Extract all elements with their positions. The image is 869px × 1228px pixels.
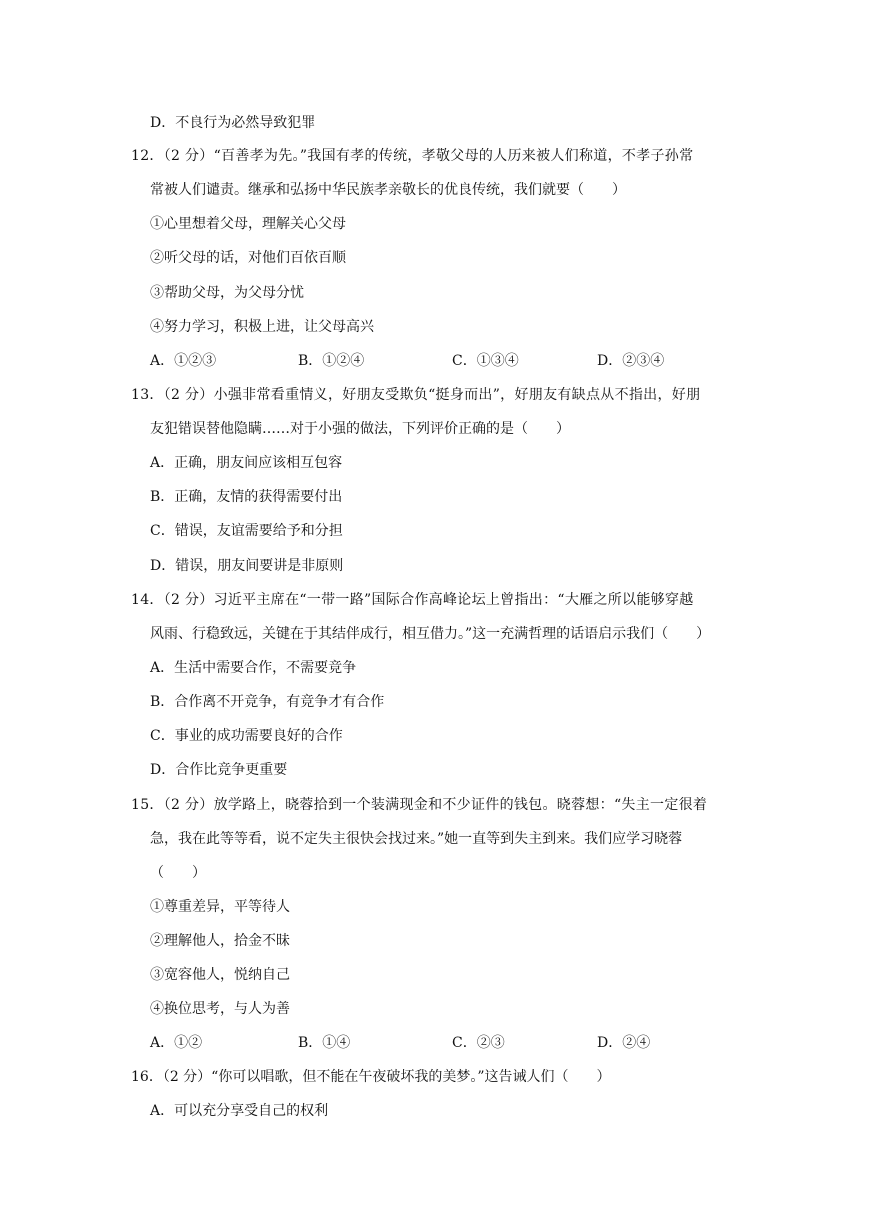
q11-option-d: D．不良行为必然导致犯罪: [150, 115, 316, 131]
q12-item-3: ③帮助父母，为父母分忧: [150, 285, 304, 301]
q12-item-1: ①心里想着父母，理解关心父母: [150, 216, 346, 232]
q13-option-d: D．错误，朋友间要讲是非原则: [150, 558, 344, 574]
q16-option-a: A．可以充分享受自己的权利: [150, 1103, 329, 1119]
q14-stem-line1: 14．（2 分）习近平主席在“一带一路”国际合作高峰论坛上曾指出：“大雁之所以能够穿越: [131, 592, 694, 608]
q14-option-d: D．合作比竞争更重要: [150, 762, 288, 778]
q12-option-a: A．①②③: [150, 353, 217, 369]
q14-option-a: A．生活中需要合作，不需要竞争: [150, 660, 357, 676]
q15-option-a: A．①②: [150, 1035, 203, 1051]
q13-option-b: B．正确，友情的获得需要付出: [150, 489, 343, 505]
q14-stem-line2: 风雨、行稳致远，关键在于其结伴成行，相互借力。”这一充满哲理的话语启示我们（ ）: [150, 626, 711, 642]
q12-option-d: D．②③④: [597, 353, 665, 369]
q12-item-4: ④努力学习，积极上进，让父母高兴: [150, 319, 374, 335]
q15-stem-line1: 15．（2 分）放学路上，晓蓉拾到一个装满现金和不少证件的钱包。晓蓉想：“失主一定很着: [131, 797, 708, 813]
q12-option-b: B．①②④: [298, 353, 365, 369]
q13-stem-line1: 13．（2 分）小强非常看重情义，好朋友受欺负“挺身而出”，好朋友有缺点从不指出，好朋: [131, 387, 701, 403]
q12-item-2: ②听父母的话，对他们百依百顺: [150, 250, 346, 266]
q15-item-3: ③宽容他人，悦纳自己: [150, 967, 290, 983]
q13-option-a: A．正确，朋友间应该相互包容: [150, 455, 343, 471]
q15-stem-line2: 急，我在此等等看，说不定失主很快会找过来。”她一直等到失主到来。我们应学习晓蓉: [150, 831, 683, 847]
q15-item-4: ④换位思考，与人为善: [150, 1001, 290, 1017]
q12-stem-line2: 常被人们谴责。继承和弘扬中华民族孝亲敬长的优良传统，我们就要（ ）: [150, 182, 626, 198]
q14-option-c: C．事业的成功需要良好的合作: [150, 728, 343, 744]
q12-option-c: C．①③④: [452, 353, 519, 369]
q13-stem-line2: 友犯错误替他隐瞒……对于小强的做法，下列评价正确的是（ ）: [150, 421, 570, 437]
q15-option-b: B．①④: [298, 1035, 351, 1051]
q15-option-d: D．②④: [597, 1035, 651, 1051]
q15-option-c: C．②③: [452, 1035, 505, 1051]
q15-item-1: ①尊重差异，平等待人: [150, 899, 290, 915]
q14-option-b: B．合作离不开竞争，有竞争才有合作: [150, 694, 385, 710]
q16-stem-line1: 16．（2 分）“你可以唱歌，但不能在午夜破坏我的美梦。”这告诫人们（ ）: [131, 1069, 611, 1085]
q15-stem-line3: （ ）: [150, 865, 206, 881]
q15-item-2: ②理解他人，拾金不昧: [150, 933, 290, 949]
q12-stem-line1: 12．（2 分）“百善孝为先。”我国有孝的传统，孝敬父母的人历来被人们称道，不孝子孙常: [131, 148, 694, 164]
q13-option-c: C．错误，友谊需要给予和分担: [150, 523, 343, 539]
